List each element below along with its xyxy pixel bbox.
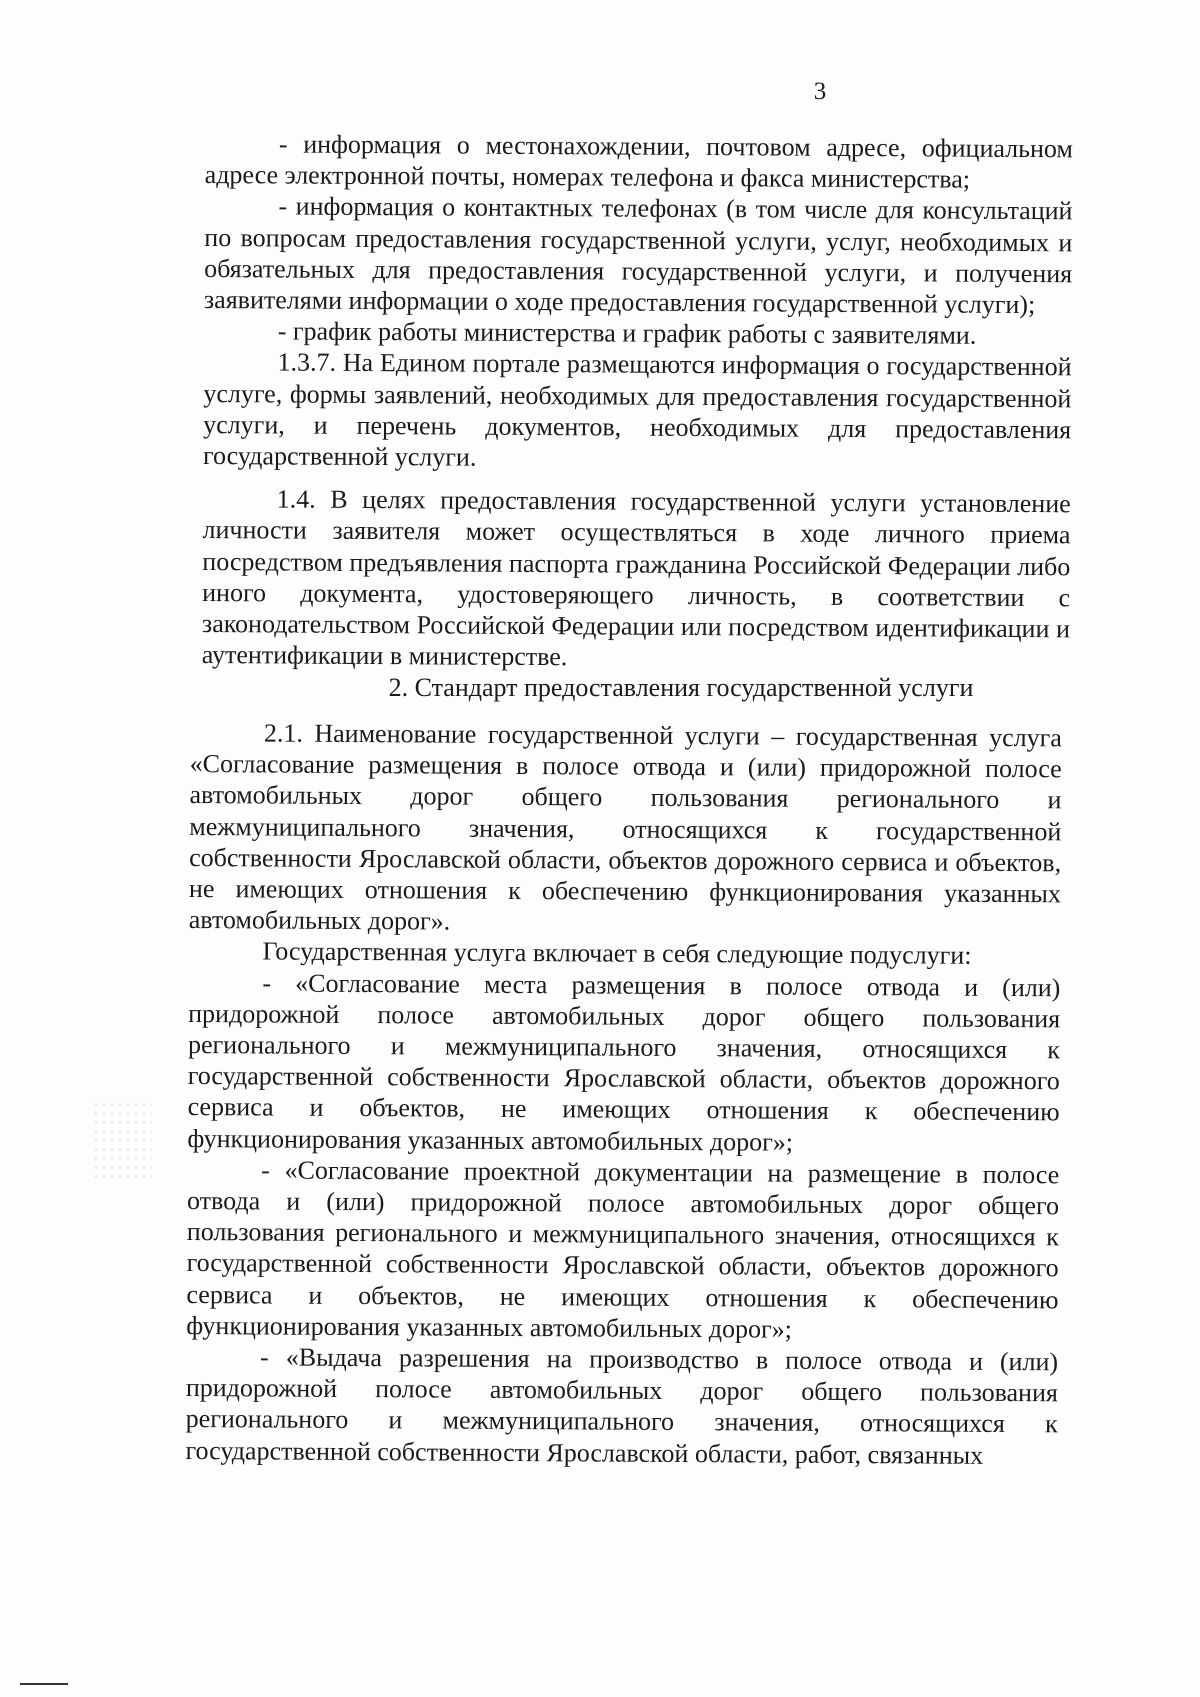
section-2-text xyxy=(185,717,1062,1471)
paragraph-location-info: - информация о местонахождении, почтовом адресе, официальном адресе электронной почты, номерах телефона и факса министерства; xyxy=(204,129,1073,194)
paragraph-subservice-design-docs: - «Согласование проектной документации на размещение в полосе отвода и (или) придорожной полосе автомобильных дорог общего пользования регионального и межмуниципального значения, относящихся к государственной собственности Ярославской области, объектов дорожного сервиса и объектов, не имеющих отношения к обеспечению функционирования указанных автомобильных дорог»; xyxy=(186,1155,1060,1344)
paragraph-1-3-7: 1.3.7. На Едином портале размещаются информация о государственной услуге, формы заявлений, необходимых для предоставления государственной услуги, и перечень документов, необходимых для предоставления государственной услуги. xyxy=(202,347,1072,472)
scan-edge-mark xyxy=(20,1683,68,1685)
section-1-text xyxy=(202,128,1073,676)
paragraph-contact-phones: - информация о контактных телефонах (в том числе для консультаций по вопросам предоставления государственной услуги, услуг, необходимых и обязательных для предоставления государственной услуги, и получения заявителями информации о ходе предоставления государственной услуги); xyxy=(203,191,1073,320)
paragraph-2-1: 2.1. Наименование государственной услуги – государственная услуга «Согласование размещения в полосе отвода и (или) придорожной полосе автомобильных дорог общего пользования регионального и межмуниципального значения, относящихся к государственной собственности Ярославской области, объектов дорожного сервиса и объектов, не имеющих отношения к обеспечению функционирования указанных автомобильных дорог». xyxy=(188,718,1062,936)
paragraph-subservice-permit: - «Выдача разрешения на производство в полосе отвода и (или) придорожной полосе автомобильных дорог общего пользования регионального и межмуниципального значения, относящихся к государственной собственности Ярославской области, работ, связанных xyxy=(185,1342,1059,1470)
paragraph-1-4: 1.4. В целях предоставления государственной услуги установление личности заявителя может осуществляться в ходе личного приема посредством предъявления паспорта гражданина Российской Федерации либо иного документа, удостоверяющего личность, в соответствии с законодательством Российской Федерации или посредством идентификации и аутентификации в министерстве. xyxy=(201,484,1071,672)
section-2-heading: 2. Стандарт предоставления государственной услуги xyxy=(388,673,974,702)
paragraph-subservices-intro: Государственная услуга включает в себя следующие подуслуги: xyxy=(262,936,972,971)
page-number: 3 xyxy=(813,78,827,105)
paragraph-work-schedule: - график работы министерства и график работы с заявителями. xyxy=(277,316,977,350)
paragraph-subservice-placement: - «Согласование места размещения в полосе отвода и (или) придорожной полосе автомобильных дорог общего пользования регионального и межмуниципального значения, относящихся к государственной собственности Ярославской области, объектов дорожного сервиса и объектов, не имеющих отношения к обеспечению функционирования указанных автомобильных дорог»; xyxy=(187,968,1061,1157)
scan-artifact xyxy=(92,1100,152,1180)
